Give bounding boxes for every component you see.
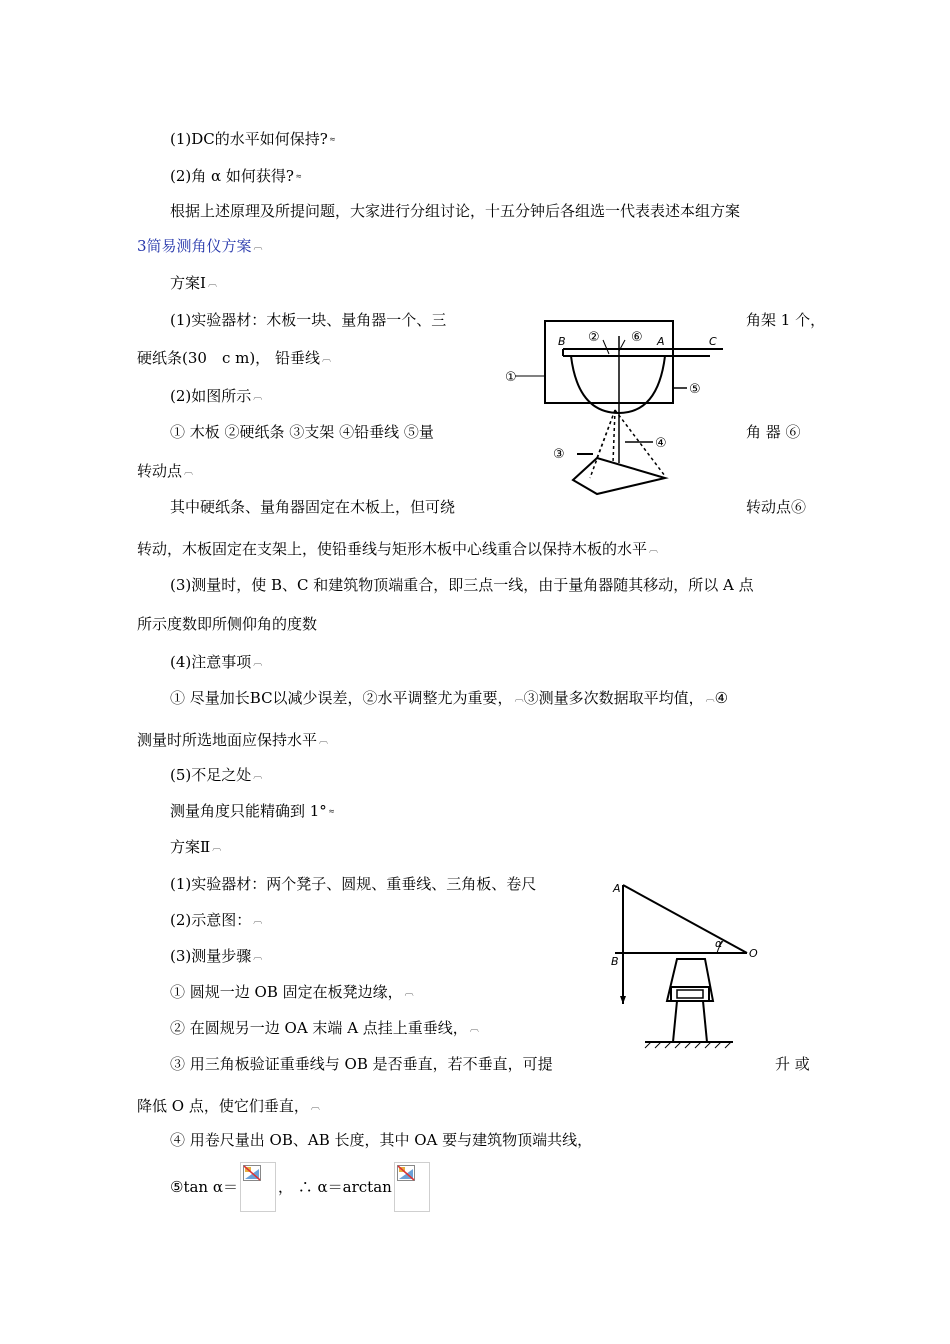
section-heading: 3简易测角仪方案 ︹	[137, 237, 263, 255]
discussion-text: 根据上述原理及所提问题，大家进行分组讨论，十五分钟后各组选一代表表述本组方案	[170, 202, 741, 220]
broken-image-icon	[240, 1162, 276, 1212]
scheme-1-title: 方案Ⅰ ︹	[170, 274, 217, 292]
question-2: (2)角 α 如何获得? ≈	[170, 167, 302, 185]
protractor-apparatus-figure	[505, 318, 730, 503]
s2-materials: (1)实验器材：两个凳子、圆规、重垂线、三角板、卷尺	[170, 875, 537, 893]
s2-diagram-caption: (2)示意图： ︹	[170, 911, 263, 929]
label-1: ①	[505, 370, 517, 385]
question-1: (1)DC的水平如何保持? ≈	[170, 130, 336, 148]
stool-compass-figure	[605, 880, 765, 1050]
label-b: B	[611, 955, 619, 968]
s2-step-1: ① 圆规一边 OB 固定在板凳边缘， ︹	[170, 983, 414, 1001]
s1-desc: 其中硬纸条、量角器固定在木板上，但可绕	[170, 498, 456, 516]
s1-figure-caption: (2)如图所示 ︹	[170, 387, 263, 405]
broken-image-icon	[394, 1162, 430, 1212]
s1-desc-end: 转动，木板固定在支架上，使铅垂线与矩形木板中心线重合以保持木板的水平 ︹	[137, 540, 659, 558]
s1-notes-title: (4)注意事项 ︹	[170, 653, 263, 671]
s1-legend: ① 木板 ②硬纸条 ③支架 ④铅垂线 ⑤量	[170, 423, 434, 441]
label-3: ③	[553, 447, 565, 462]
label-6: ⑥	[631, 330, 643, 345]
s1-legend-cont: 角 器 ⑥	[746, 423, 801, 441]
scheme-2-title: 方案Ⅱ ︹	[170, 838, 222, 856]
label-a: A	[657, 335, 665, 348]
s2-step-4: ④ 用卷尺量出 OB、AB 长度，其中 OA 要与建筑物顶端共线，	[170, 1131, 593, 1149]
s1-materials-cont: 角架 1 个，	[746, 311, 826, 329]
s1-notes: ① 尽量加长BC以减少误差，②水平调整尤为重要， ︹③测量多次数据取平均值， ︹④	[170, 689, 729, 707]
s1-notes-end: 测量时所选地面应保持水平 ︹	[137, 731, 329, 749]
s2-step-5: ⑤tan α＝ ， ∴ α＝arctan	[170, 1162, 432, 1212]
s1-measure: (3)测量时，使 B、C 和建筑物顶端重合，即三点一线，由于量角器随其移动，所以 A 点	[170, 576, 754, 594]
s1-materials: (1)实验器材：木板一块、量角器一个、三	[170, 311, 447, 329]
label-4: ④	[655, 436, 667, 451]
label-c: C	[709, 335, 717, 348]
label-5: ⑤	[689, 382, 701, 397]
s1-legend-end: 转动点 ︹	[137, 462, 194, 480]
s1-shortcoming-title: (5)不足之处 ︹	[170, 766, 263, 784]
label-b: B	[558, 335, 566, 348]
label-a: A	[613, 882, 621, 895]
s1-materials-end: 硬纸条(30 c m)， 铅垂线 ︹	[137, 349, 331, 367]
label-o: O	[749, 947, 758, 960]
s2-step-3: ③ 用三角板验证重垂线与 OB 是否垂直，若不垂直，可提	[170, 1055, 553, 1073]
s2-step-2: ② 在圆规另一边 OA 末端 A 点挂上重垂线， ︹	[170, 1019, 479, 1037]
s2-step-3-end: 降低 O 点，使它们垂直， ︹	[137, 1097, 320, 1115]
s2-step-3-cont: 升 或	[775, 1055, 810, 1073]
s2-steps-title: (3)测量步骤 ︹	[170, 947, 263, 965]
s1-measure-end: 所示度数即所侧仰角的度数	[137, 615, 318, 633]
s1-shortcoming: 测量角度只能精确到 1° ≈	[170, 802, 335, 820]
s1-desc-cont: 转动点⑥	[746, 498, 807, 516]
label-alpha: α	[715, 937, 723, 950]
label-2: ②	[588, 330, 600, 345]
